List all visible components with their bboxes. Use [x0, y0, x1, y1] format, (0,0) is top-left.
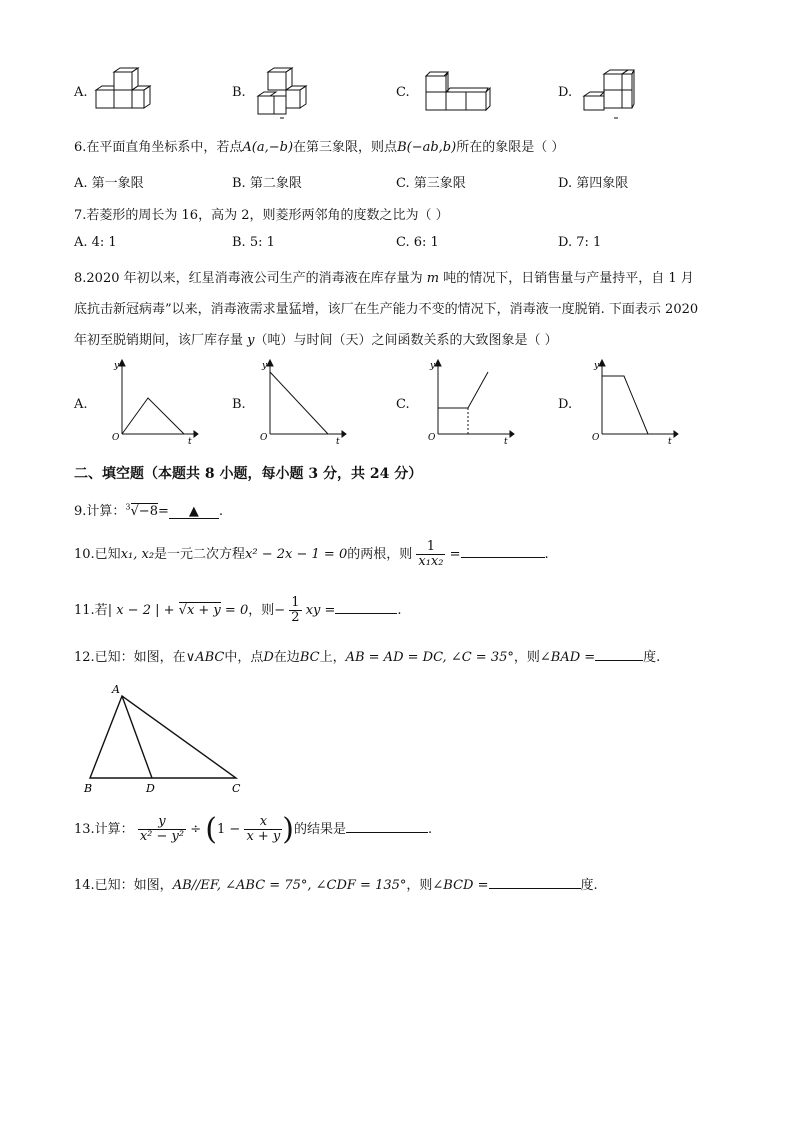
q12-end: 度.: [643, 650, 661, 665]
q6-middle: 在第三象限，则点: [293, 140, 398, 155]
q6-option-c: C. 第三象限: [396, 176, 466, 191]
q11-frac-den: 2: [291, 610, 300, 625]
q6-stem: [74, 136, 564, 155]
q13-stem: [74, 812, 432, 847]
q5-option-b-figure: [254, 66, 314, 120]
q8-b-origin: O: [260, 433, 268, 443]
q13-answer-blank[interactable]: [346, 818, 428, 833]
q10-prefix: 10.已知: [74, 547, 121, 562]
q8-stem-line2: 底抗击新冠病毒”以来，消毒液需求量猛增，该厂在生产能力不变的情况下，消毒液一度脱销. 下面表示 2020: [74, 302, 699, 317]
q13-one: 1 −: [217, 822, 241, 837]
q12-mid3: 上，: [319, 650, 346, 665]
q12-answer-blank[interactable]: [595, 646, 643, 661]
q12-triangle-figure: [76, 680, 256, 798]
q12-angle: ∠BAD =: [539, 650, 596, 665]
q8-graph-b: [256, 358, 348, 444]
q12-segment-ad: [122, 696, 152, 778]
q13-end: .: [428, 822, 433, 837]
q9-eq: =: [157, 504, 169, 519]
q5-option-a-figure: [94, 66, 154, 116]
q6-point-b: B(−ab,b): [397, 140, 457, 155]
q9-stem: [74, 500, 223, 519]
q8-d-t: t: [668, 437, 672, 444]
q7-option-b: B. 5: 1: [232, 235, 275, 250]
q9-answer-mark: ▲: [188, 504, 199, 519]
q5-option-d-figure: [580, 66, 640, 120]
q6-option-a: A. 第一象限: [74, 176, 144, 191]
q10-frac-den: x₁x₂: [418, 554, 444, 569]
q8-stem-line1: [74, 267, 694, 286]
q7-stem: 7.若菱形的周长为 16，高为 2，则菱形两邻角的度数之比为（ ）: [74, 208, 449, 223]
q8-d-origin: O: [592, 433, 600, 443]
q13-fraction2: [244, 815, 282, 844]
q12-label-a: A: [112, 683, 120, 696]
q12-label-d: D: [146, 782, 155, 795]
q6-option-b: B. 第二象限: [232, 176, 302, 191]
q14-mid: ，则: [406, 878, 433, 893]
q9-end: .: [218, 504, 224, 519]
q12-stem: [74, 646, 660, 665]
q8-c-origin: O: [428, 433, 436, 443]
q8-c-t: t: [504, 437, 508, 444]
q7-option-c: C. 6: 1: [396, 235, 439, 250]
q9-root-index: 3: [125, 502, 131, 512]
q13-paren-close: ): [282, 812, 294, 847]
q12-side-bc: BC: [299, 650, 320, 665]
q10-eq-sign: =: [449, 547, 461, 562]
q10-mid: 是一元二次方程: [154, 547, 246, 562]
q8-line1-m: m: [426, 271, 440, 286]
q12-label-b: B: [84, 782, 93, 795]
q13-div: ÷: [190, 822, 202, 837]
q11-mid: ，则: [248, 603, 275, 618]
q8-line3-a: 年初至脱销期间，该厂库存量: [74, 333, 248, 348]
q5-option-d-label: D.: [558, 85, 573, 100]
q10-stem: [74, 540, 549, 569]
q13-f1-den: x² − y²: [139, 829, 185, 844]
q14-end: 度.: [580, 878, 598, 893]
q11-fraction: [289, 596, 301, 625]
q8-a-origin: O: [112, 433, 120, 443]
q6-option-d: D. 第四象限: [558, 176, 629, 191]
q8-a-t: t: [188, 437, 192, 444]
q5-option-c-label: C.: [396, 85, 410, 100]
q10-mid2: 的两根，则: [347, 547, 413, 562]
q6-prefix: 6.在平面直角坐标系中，若点: [74, 140, 243, 155]
q9-prefix: 9.计算：: [74, 504, 126, 519]
q13-fraction1: [138, 815, 186, 844]
q10-fraction: [416, 540, 445, 569]
q8-line3-b: （吨）与时间（天）之间函数关系的大致图象是（ ）: [254, 333, 558, 348]
q10-vars: x₁, x₂: [120, 547, 155, 562]
q8-graph-c: [424, 358, 516, 444]
q11-radical: √x + y: [178, 603, 221, 618]
q8-graph-a: [108, 358, 200, 444]
q8-b-y: y: [262, 361, 268, 371]
q12-triangle: ∨ABC: [185, 650, 225, 665]
q8-stem-line3: [74, 329, 558, 348]
q5-option-b-label: B.: [232, 85, 246, 100]
q10-end: .: [544, 547, 549, 562]
q11-answer-blank[interactable]: [335, 599, 397, 614]
q8-line3-y: y: [247, 333, 255, 348]
q11-neg: −: [274, 603, 286, 618]
q14-angle: ∠BCD =: [432, 878, 489, 893]
q13-paren-open: (: [205, 812, 217, 847]
q14-stem: [74, 874, 598, 893]
q11-end: .: [397, 603, 402, 618]
q8-graph-d: [588, 358, 680, 444]
q12-prefix: 12.已知：如图，在: [74, 650, 186, 665]
q9-answer-blank[interactable]: [169, 504, 219, 519]
q11-expr1: | x − 2 | +: [107, 603, 179, 618]
section-heading: 二、填空题（本题共 8 小题，每小题 3 分，共 24 分）: [74, 466, 423, 482]
q14-answer-blank[interactable]: [489, 874, 581, 889]
q11-expr3: xy =: [305, 603, 336, 618]
q10-equation: x² − 2x − 1 = 0: [245, 547, 348, 562]
q8-c-y: y: [430, 361, 436, 371]
q7-option-a: A. 4: 1: [74, 235, 117, 250]
q12-triangle-abc: [90, 696, 236, 778]
q13-prefix: 13.计算：: [74, 822, 134, 837]
q14-prefix: 14.已知：如图，: [74, 878, 173, 893]
q11-radicand: x + y: [186, 603, 221, 618]
q7-option-d: D. 7: 1: [558, 235, 602, 250]
q8-line1-a: 8.2020 年初以来，红星消毒液公司生产的消毒液在库存量为: [74, 271, 427, 286]
q13-f2-num: x: [244, 815, 282, 830]
q12-point-d: D: [263, 650, 274, 665]
q8-d-y: y: [594, 361, 600, 371]
q6-point-a: A(a,−b): [242, 140, 294, 155]
q11-expr2: = 0: [220, 603, 249, 618]
q11-frac-num: 1: [291, 595, 300, 610]
q8-option-d-label: D.: [558, 397, 573, 412]
q12-mid2: 在边: [273, 650, 300, 665]
q12-mid: 中，点: [224, 650, 264, 665]
q6-suffix: 所在的象限是（ ）: [456, 140, 565, 155]
q10-answer-blank[interactable]: [461, 543, 545, 558]
q12-label-c: C: [232, 782, 241, 795]
q5-option-a-label: A.: [74, 85, 88, 100]
q9-radicand: −8: [138, 504, 158, 519]
q8-option-a-label: A.: [74, 397, 88, 412]
q12-mid4: ，则: [513, 650, 540, 665]
q14-condition: AB//EF, ∠ABC = 75°, ∠CDF = 135°: [172, 878, 407, 893]
q8-option-b-label: B.: [232, 397, 246, 412]
q8-option-c-label: C.: [396, 397, 410, 412]
q5-option-c-figure: [422, 66, 494, 116]
q8-a-y: y: [114, 361, 120, 371]
q8-b-t: t: [336, 437, 340, 444]
q10-frac-num: 1: [416, 540, 445, 555]
q12-condition: AB = AD = DC, ∠C = 35°: [345, 650, 514, 665]
q11-prefix: 11.若: [74, 603, 108, 618]
q8-line1-b: 吨的情况下，日销售量与产量持平，自 1 月: [439, 271, 694, 286]
q13-suffix: 的结果是: [294, 822, 347, 837]
q13-f1-num: y: [138, 815, 186, 830]
q9-radical: √−8: [130, 504, 158, 519]
q11-stem: [74, 596, 402, 625]
q13-f2-den: x + y: [246, 829, 281, 844]
